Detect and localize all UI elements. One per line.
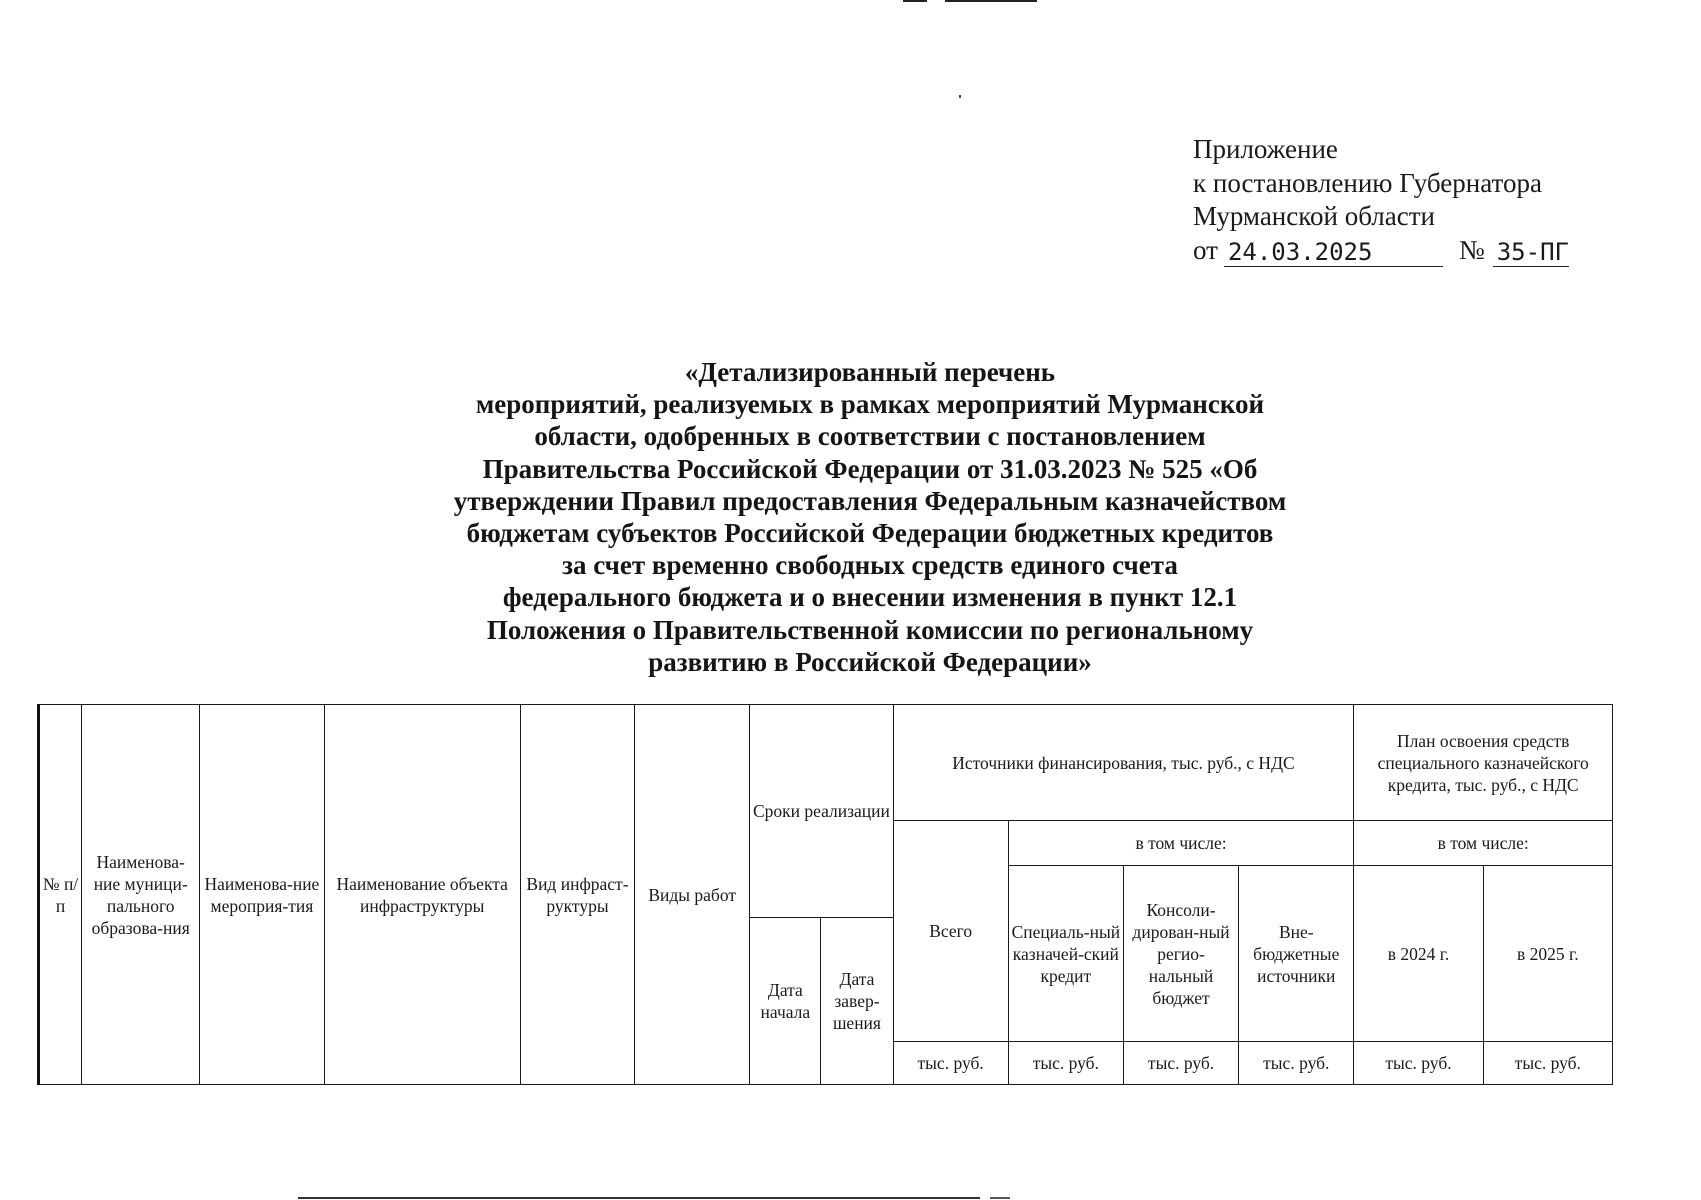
decree-date: 24.03.2025 [1224,238,1443,267]
header-infra-type: Вид инфраст-руктуры [520,705,634,1085]
appendix-label: Приложение [1193,134,1338,164]
header-number: № п/п [39,705,82,1085]
title-line: за счет временно свободных средств единого счета [562,550,1178,581]
unit-cell: тыс. руб. [1483,1042,1612,1085]
decree-number: 35-ПГ [1493,238,1569,267]
bottom-scan-rule [298,1197,980,1199]
appendix-date-row [1193,234,1569,268]
header-total: Всего [893,821,1008,1042]
header-work-types: Виды работ [635,705,750,1085]
header-sources: Источники финансирования, тыс. руб., с НДС [893,705,1354,821]
date-prefix: от [1193,234,1218,265]
title-line: области, одобренных в соответствии с постановлением [534,421,1206,452]
header-end-date: Дата завер-шения [821,918,893,1085]
title-line: бюджетам субъектов Российской Федерации бюджетных кредитов [466,518,1274,549]
title-line: «Детализированный перечень [684,357,1056,387]
appendix-decree-ref: к постановлению Губернатора [1193,167,1542,198]
header-plan-incl: в том числе: [1354,821,1613,866]
scan-speck [959,95,961,98]
header-terms: Сроки реализации [750,705,893,918]
header-event: Наименова-ние мероприя-тия [200,705,324,1085]
header-municipality: Наименова-ние муници-пального образова-ния [82,705,200,1085]
appendix-block [1193,133,1569,267]
bottom-scan-rule-short [990,1197,1010,1199]
header-consolidated-budget: Консоли-дирован-ный регио-нальный бюджет [1123,866,1238,1042]
header-object: Наименование объекта инфраструктуры [324,705,520,1085]
unit-cell: тыс. руб. [893,1042,1008,1085]
unit-cell: тыс. руб. [1239,1042,1354,1085]
document-title [370,356,1370,678]
title-line: Положения о Правительственной комиссии по региональному [486,614,1254,645]
title-line: утверждении Правил предоставления Федеральным казначейством [453,485,1287,516]
header-special-credit: Специаль-ный казначей-ский кредит [1008,866,1123,1042]
header-sources-incl: в том числе: [1008,821,1354,866]
unit-cell: тыс. руб. [1008,1042,1123,1085]
header-start-date: Дата начала [750,918,821,1085]
unit-cell: тыс. руб. [1123,1042,1238,1085]
title-line: мероприятий, реализуемых в рамках мероприятий Мурманской [475,389,1265,420]
unit-cell: тыс. руб. [1354,1042,1483,1085]
header-2024: в 2024 г. [1354,866,1483,1042]
scan-mark-top-left [903,0,927,2]
header-2025: в 2025 г. [1483,866,1612,1042]
events-table [37,704,1613,1085]
header-plan: План освоения средств специального казначейского кредита, тыс. руб., с НДС [1354,705,1613,821]
scan-mark-top [945,0,1037,2]
title-line: развитию в Российской Федерации» [648,646,1092,677]
title-line: федерального бюджета и о внесении изменения в пункт 12.1 [502,582,1238,613]
title-line: Правительства Российской Федерации от 31.03.2023 № 525 «Об [482,453,1258,484]
appendix-region: Мурманской области [1193,201,1435,231]
header-extrabudget: Вне-бюджетные источники [1239,866,1354,1042]
number-prefix: № [1458,234,1485,265]
